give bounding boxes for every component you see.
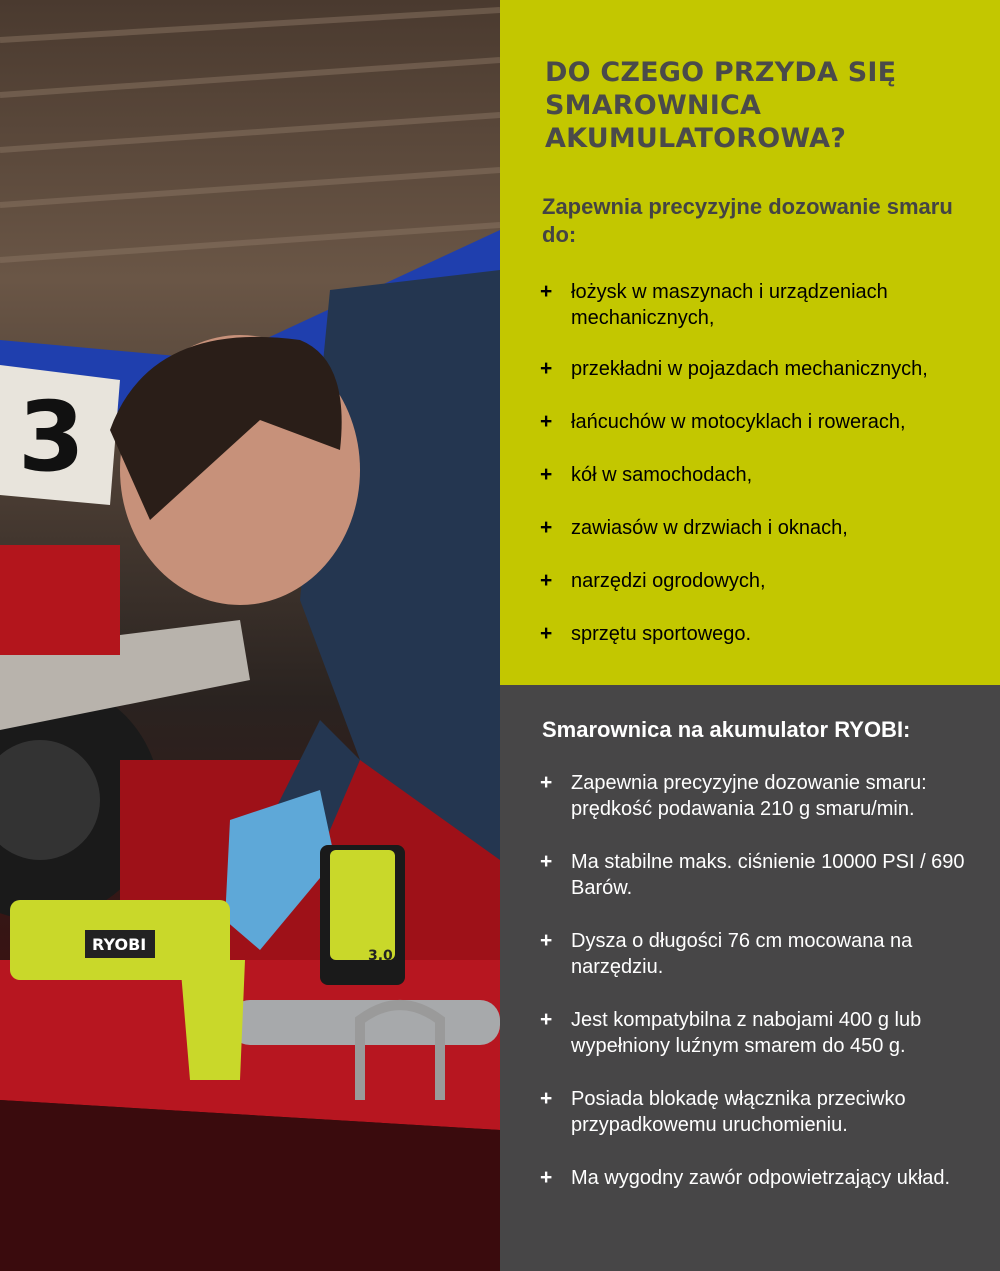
page-title [545,56,965,155]
list-item-text: Posiada blokadę włącznika przeciwko przypadkowemu uruchomieniu. [571,1088,906,1136]
plus-icon: + [540,516,553,539]
plus-icon: + [540,622,553,645]
list-item-text: Dysza o długości 76 cm mocowana na narzędziu. [571,930,913,978]
list-item-text: Zapewnia precyzyjne dozowanie smaru: prędkość podawania 210 g smaru/min. [571,772,927,820]
list-item [540,279,970,331]
list-item-text: sprzętu sportowego. [571,623,752,645]
list-item [540,356,970,382]
list-item-text: łożysk w maszynach i urządzeniach mechanicznych, [571,281,888,329]
plus-icon: + [540,280,553,303]
list-item [540,462,970,488]
list-item-text: przekładni w pojazdach mechanicznych, [571,358,928,380]
uses-list [540,279,970,647]
plus-icon: + [540,569,553,592]
plus-icon: + [540,929,553,952]
uses-subheading: Zapewnia precyzyjne dozowanie smaru do: [542,194,953,247]
plus-icon: + [540,1008,553,1031]
features-list [540,770,980,1191]
list-item-text: narzędzi ogrodowych, [571,570,766,592]
list-item-text: łańcuchów w motocyklach i rowerach, [571,411,906,433]
plus-icon: + [540,410,553,433]
plate-number-text: 3 [18,381,85,493]
title-line: DO CZEGO PRZYDA SIĘ [545,57,897,88]
list-item [540,515,970,541]
list-item [540,621,970,647]
list-item-text: Ma wygodny zawór odpowietrzający układ. [571,1167,951,1189]
list-item-text: Jest kompatybilna z nabojami 400 g lub wypełniony luźnym smarem do 450 g. [571,1009,922,1057]
plus-icon: + [540,463,553,486]
list-item [540,1165,980,1191]
list-item-text: kół w samochodach, [571,464,753,486]
plus-icon: + [540,1087,553,1110]
title-line: AKUMULATOROWA? [545,123,847,154]
title-line: SMAROWNICA [545,90,762,121]
battery-label-text: 3.0 [368,948,393,964]
plus-icon: + [540,357,553,380]
list-item [540,849,980,901]
list-item [540,409,970,435]
list-item [540,1007,980,1059]
plus-icon: + [540,771,553,794]
list-item [540,1086,980,1138]
plus-icon: + [540,850,553,873]
list-item [540,568,970,594]
list-item-text: Ma stabilne maks. ciśnienie 10000 PSI / 690 Barów. [571,851,965,899]
list-item-text: zawiasów w drzwiach i oknach, [571,517,848,539]
list-item [540,770,980,822]
plus-icon: + [540,1166,553,1189]
tool-brand-text: RYOBI [92,935,147,954]
list-item [540,928,980,980]
features-heading: Smarownica na akumulator RYOBI: [542,717,911,742]
